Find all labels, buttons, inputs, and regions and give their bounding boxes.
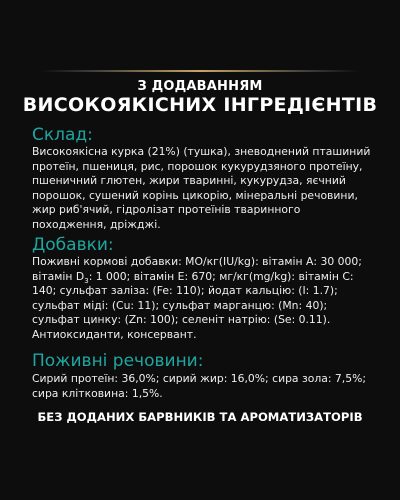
- nutrients-title: Поживні речовини:: [32, 351, 204, 371]
- header-title: ВИСОКОЯКІСНИХ ІНГРЕДІЄНТІВ: [22, 94, 378, 116]
- accent-divider-line: [40, 70, 360, 72]
- additives-text-part1: Поживні кормові добавки: МО/кг(IU/kg): вітамін А: 30 000; вітамін D: [32, 255, 362, 283]
- additives-title: Добавки:: [32, 235, 114, 255]
- vitamin-d-subscript: 3: [84, 276, 89, 285]
- header-subtitle: З ДОДАВАННЯМ: [137, 79, 263, 94]
- nutrients-text: Сирий протеїн: 36,0%; сирий жир: 16,0%; сира зола: 7,5%; сира клітковина: 1,5%.: [32, 372, 366, 400]
- composition-title: Склад:: [32, 125, 93, 145]
- footer-note: БЕЗ ДОДАНИХ БАРВНИКІВ ТА АРОМАТИЗАТОРІВ: [37, 410, 363, 424]
- composition-text: Високоякісна курка (21%) (тушка), зневоднений пташиний протеїн, пшениця, рис, порошок кукурудзяного протеїну, пшеничний глютен, жири тваринні, кукурудза, яєчний порошок, сушений корінь цикорію, мінеральні речовини, жир риб'ячий, гідролізат протеїнів тваринного походження, дріжджі.: [32, 145, 371, 231]
- additives-text: [32, 255, 377, 343]
- additives-text-part2: : 1 000; вітамін Е: 670; мг/кг(mg/kg): вітамін С: 140; сульфат заліза: (Fe: 110); йодат кальцію: (I: 1.7); сульфат міді: (Cu: 11); сульфат марганцю: (Mn: 40); сульфат цинку: (Zn: 100); селеніт натрію: (Se: 0.11). Антиоксиданти, консервант.: [32, 269, 354, 341]
